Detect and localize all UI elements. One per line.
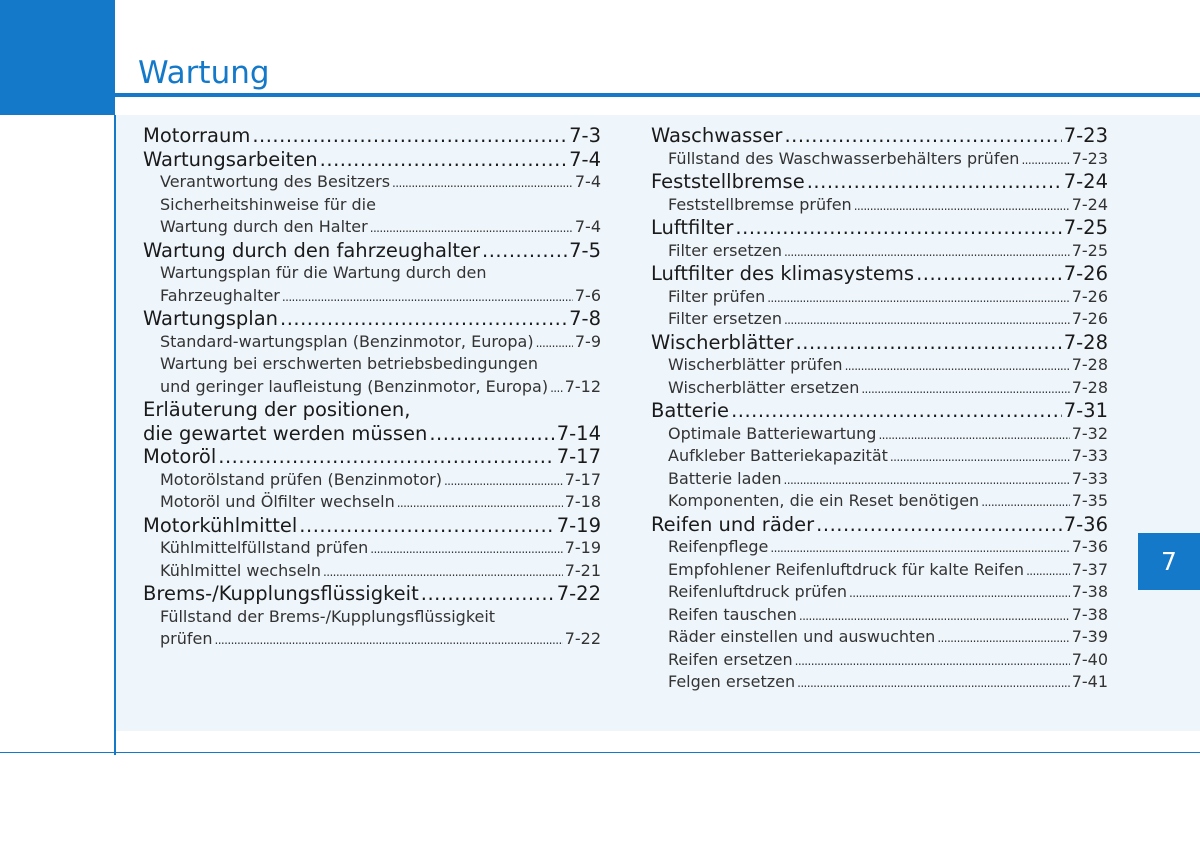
dot-leader bbox=[796, 331, 1062, 355]
toc-entry-title: Kühlmittel wechseln bbox=[160, 560, 322, 580]
toc-section-entry[interactable] bbox=[143, 422, 601, 446]
dot-leader bbox=[444, 469, 563, 493]
toc-page-number: 7-22 bbox=[564, 629, 601, 648]
dot-leader bbox=[849, 581, 1070, 605]
toc-section-entry[interactable] bbox=[651, 170, 1108, 194]
toc-entry-title: Reifenluftdruck prüfen bbox=[668, 582, 848, 601]
footer-rule bbox=[0, 752, 1200, 753]
toc-left-column bbox=[143, 124, 601, 651]
toc-entry-title: Reifen ersetzen bbox=[668, 649, 793, 669]
toc-page-number: 7-17 bbox=[556, 445, 601, 468]
toc-entry-title: Feststellbremse prüfen bbox=[668, 194, 852, 214]
toc-subsection-entry[interactable] bbox=[651, 604, 1108, 627]
toc-subsection-entry[interactable] bbox=[143, 376, 601, 399]
toc-entry-line: Füllstand der Brems-/Kupplungsflüssigkeit bbox=[160, 606, 496, 626]
dot-leader bbox=[421, 582, 555, 606]
toc-subsection-entry[interactable] bbox=[651, 240, 1108, 263]
toc-subsection-entry[interactable] bbox=[651, 377, 1108, 400]
toc-subsection-entry[interactable] bbox=[651, 468, 1108, 491]
toc-page-number: 7-14 bbox=[556, 421, 601, 445]
toc-page-number: 7-22 bbox=[556, 582, 601, 605]
dot-leader bbox=[916, 262, 1062, 286]
dot-leader bbox=[784, 468, 1070, 492]
page-title: Wartung bbox=[138, 55, 270, 91]
toc-entry-title: Motorölstand prüfen (Benzinmotor) bbox=[160, 469, 442, 489]
toc-section-entry[interactable] bbox=[651, 399, 1108, 423]
toc-subsection-entry[interactable] bbox=[651, 649, 1108, 672]
dot-leader bbox=[861, 377, 1069, 401]
toc-entry-title: Standard-wartungsplan (Benzinmotor, Europa) bbox=[160, 331, 534, 351]
toc-subsection-entry[interactable] bbox=[651, 626, 1108, 649]
toc-entry-title: Empfohlener Reifenluftdruck für kalte Reifen bbox=[668, 559, 1025, 579]
toc-entry-title: Batterie laden bbox=[668, 468, 782, 488]
dot-leader bbox=[218, 445, 554, 469]
dot-leader bbox=[550, 376, 563, 400]
toc-section-entry[interactable] bbox=[143, 445, 601, 469]
toc-page-number: 7-9 bbox=[574, 331, 601, 351]
toc-entry-line: Erläuterung der positionen, bbox=[143, 398, 411, 421]
title-rule bbox=[115, 93, 1200, 97]
toc-subsection-entry[interactable] bbox=[651, 536, 1108, 559]
toc-page-number: 7-40 bbox=[1071, 649, 1108, 669]
dot-leader bbox=[370, 537, 562, 561]
dot-leader bbox=[854, 194, 1070, 218]
toc-page-number: 7-19 bbox=[556, 513, 601, 537]
dot-leader bbox=[320, 148, 567, 172]
toc-entry-title: Motorkühlmittel bbox=[143, 513, 298, 537]
toc-subsection-entry[interactable] bbox=[143, 171, 601, 194]
toc-page-number: 7-36 bbox=[1071, 537, 1108, 556]
toc-section-entry[interactable] bbox=[143, 582, 601, 606]
toc-section-entry[interactable] bbox=[143, 307, 601, 331]
toc-page-number: 7-24 bbox=[1063, 170, 1108, 193]
dot-leader bbox=[536, 331, 573, 355]
toc-subsection-entry[interactable] bbox=[143, 628, 601, 651]
toc-page-number: 7-32 bbox=[1071, 423, 1108, 443]
toc-subsection-entry[interactable] bbox=[143, 491, 601, 514]
toc-entry-title: und geringer laufleistung (Benzinmotor, Europa) bbox=[160, 376, 549, 396]
toc-entry-title: Reifen und räder bbox=[651, 512, 815, 536]
dot-leader bbox=[323, 560, 563, 584]
dot-leader bbox=[981, 490, 1070, 514]
dot-leader bbox=[215, 628, 563, 652]
toc-page-number: 7-39 bbox=[1071, 627, 1108, 646]
toc-entry-title: Reifenpflege bbox=[668, 537, 769, 556]
toc-entry-title: Wartung durch den fahrzeughalter bbox=[143, 238, 481, 262]
toc-entry-title: Reifen tauschen bbox=[668, 604, 797, 624]
toc-entry-title: Wartungsplan bbox=[143, 307, 279, 330]
toc-entry-title: Felgen ersetzen bbox=[668, 672, 796, 691]
dot-leader bbox=[784, 124, 1061, 148]
dot-leader bbox=[878, 423, 1069, 447]
toc-section-entry[interactable] bbox=[143, 124, 601, 148]
toc-entry-title: Wischerblätter ersetzen bbox=[668, 377, 860, 397]
toc-subsection-entry[interactable] bbox=[143, 537, 601, 560]
toc-entry-title: Wischerblätter bbox=[651, 330, 794, 354]
toc-page-number: 7-6 bbox=[574, 285, 601, 305]
toc-entry-title: Batterie bbox=[651, 399, 730, 422]
dot-leader bbox=[767, 286, 1069, 310]
toc-entry-title: Verantwortung des Besitzers bbox=[160, 172, 391, 191]
toc-section-entry[interactable] bbox=[143, 514, 601, 538]
toc-page-number: 7-33 bbox=[1071, 446, 1108, 465]
dot-leader bbox=[845, 354, 1070, 378]
toc-page-number: 7-36 bbox=[1063, 512, 1108, 536]
toc-entry-title: Filter prüfen bbox=[668, 286, 766, 306]
dot-leader bbox=[937, 626, 1069, 650]
toc-entry-title: Waschwasser bbox=[651, 124, 783, 147]
header-color-block bbox=[0, 0, 115, 115]
toc-page-number: 7-26 bbox=[1071, 286, 1108, 306]
toc-subsection-entry[interactable] bbox=[143, 285, 601, 308]
left-margin-rule bbox=[114, 115, 116, 755]
dot-leader bbox=[429, 422, 554, 446]
toc-page-number: 7-3 bbox=[569, 124, 601, 147]
toc-section-entry[interactable] bbox=[651, 124, 1108, 148]
toc-section-entry[interactable] bbox=[143, 148, 601, 172]
toc-page-number: 7-26 bbox=[1063, 262, 1108, 285]
toc-page-number: 7-28 bbox=[1071, 355, 1108, 374]
dot-leader bbox=[252, 124, 567, 148]
toc-page-number: 7-24 bbox=[1071, 194, 1108, 214]
toc-entry-title: Motoröl und Ölfilter wechseln bbox=[160, 492, 395, 511]
toc-entry-title: Motorraum bbox=[143, 124, 251, 147]
toc-entry-title: Aufkleber Batteriekapazität bbox=[668, 446, 888, 465]
toc-entry-title: die gewartet werden müssen bbox=[143, 421, 428, 445]
toc-page-number: 7-37 bbox=[1071, 559, 1108, 579]
toc-entry-title: Optimale Batteriewartung bbox=[668, 423, 877, 443]
dot-leader bbox=[1026, 559, 1070, 583]
toc-subsection-entry[interactable] bbox=[651, 423, 1108, 446]
toc-entry-title: Wartungsarbeiten bbox=[143, 147, 318, 171]
toc-page-number: 7-5 bbox=[569, 238, 601, 262]
toc-entry-title: Brems-/Kupplungsflüssigkeit bbox=[143, 582, 419, 605]
toc-entry-title: Kühlmittelfüllstand prüfen bbox=[160, 538, 369, 557]
toc-subsection-entry[interactable] bbox=[143, 331, 601, 354]
toc-entry-title: Luftfilter bbox=[651, 216, 734, 239]
toc-entry-title: prüfen bbox=[160, 629, 213, 648]
toc-subsection-entry[interactable] bbox=[651, 581, 1108, 604]
toc-page-number: 7-18 bbox=[564, 492, 601, 511]
toc-page-number: 7-38 bbox=[1071, 604, 1108, 624]
dot-leader bbox=[795, 649, 1070, 673]
toc-page-number: 7-35 bbox=[1071, 491, 1108, 510]
dot-leader bbox=[731, 399, 1062, 423]
toc-entry-line: Wartung bei erschwerten betriebsbedingungen bbox=[160, 354, 539, 373]
dot-leader bbox=[280, 307, 567, 331]
dot-leader bbox=[482, 239, 567, 263]
toc-page-number: 7-26 bbox=[1071, 309, 1108, 328]
dot-leader bbox=[299, 514, 554, 538]
toc-page-number: 7-23 bbox=[1071, 148, 1108, 168]
toc-page-number: 7-19 bbox=[564, 538, 601, 557]
toc-page-number: 7-23 bbox=[1063, 124, 1108, 147]
toc-page-number: 7-38 bbox=[1071, 582, 1108, 601]
toc-entry-title: Filter ersetzen bbox=[668, 240, 782, 260]
toc-subsection-entry[interactable] bbox=[651, 308, 1108, 331]
dot-leader bbox=[799, 604, 1070, 628]
toc-page-number: 7-41 bbox=[1071, 672, 1108, 691]
dot-leader bbox=[807, 170, 1062, 194]
toc-entry-title: Wartung durch den Halter bbox=[160, 217, 368, 236]
dot-leader bbox=[735, 216, 1061, 240]
toc-entry-title: Wischerblätter prüfen bbox=[668, 355, 843, 374]
toc-entry-line: Sicherheitshinweise für die bbox=[160, 194, 376, 214]
toc-page-number: 7-21 bbox=[564, 560, 601, 580]
dot-leader bbox=[784, 308, 1070, 332]
dot-leader bbox=[397, 491, 563, 515]
toc-page-number: 7-33 bbox=[1071, 468, 1108, 488]
toc-entry-title: Füllstand des Waschwasserbehälters prüfen bbox=[668, 148, 1020, 168]
toc-entry-title: Räder einstellen und auswuchten bbox=[668, 627, 936, 646]
toc-subsection-entry[interactable] bbox=[651, 671, 1108, 694]
dot-leader bbox=[1021, 148, 1069, 172]
toc-subsection-entry[interactable] bbox=[143, 216, 601, 239]
toc-section-entry[interactable] bbox=[143, 239, 601, 263]
toc-page-number: 7-28 bbox=[1063, 330, 1108, 354]
dot-leader bbox=[370, 216, 573, 240]
toc-page-number: 7-25 bbox=[1071, 240, 1108, 260]
toc-page-number: 7-8 bbox=[569, 307, 601, 330]
toc-section-entry[interactable] bbox=[651, 216, 1108, 240]
toc-subsection-entry[interactable] bbox=[651, 445, 1108, 468]
toc-section-entry[interactable] bbox=[651, 331, 1108, 355]
toc-page-number: 7-25 bbox=[1063, 216, 1108, 239]
toc-subsection-entry[interactable] bbox=[651, 286, 1108, 309]
toc-subsection-entry[interactable] bbox=[651, 354, 1108, 377]
toc-entry-title: Komponenten, die ein Reset benötigen bbox=[668, 491, 980, 510]
toc-page-number: 7-17 bbox=[564, 469, 601, 489]
toc-subsection-entry[interactable] bbox=[651, 559, 1108, 582]
dot-leader bbox=[797, 671, 1070, 695]
toc-page-number: 7-4 bbox=[574, 217, 601, 236]
toc-page-number: 7-4 bbox=[569, 147, 601, 171]
toc-section-entry[interactable] bbox=[651, 513, 1108, 537]
toc-entry-title: Feststellbremse bbox=[651, 170, 805, 193]
toc-page-number: 7-4 bbox=[574, 172, 601, 191]
toc-subsection-entry[interactable] bbox=[651, 194, 1108, 217]
toc-entry-title: Motoröl bbox=[143, 445, 217, 468]
toc-entry-line: Wartungsplan für die Wartung durch den bbox=[160, 263, 487, 282]
toc-entry-title: Fahrzeughalter bbox=[160, 285, 280, 305]
toc-subsection-entry[interactable] bbox=[143, 560, 601, 583]
toc-page-number: 7-28 bbox=[1071, 377, 1108, 397]
dot-leader bbox=[816, 513, 1062, 537]
toc-subsection-entry[interactable] bbox=[143, 469, 601, 492]
toc-right-column bbox=[651, 124, 1108, 694]
dot-leader bbox=[784, 240, 1070, 264]
toc-subsection-entry[interactable] bbox=[651, 490, 1108, 513]
dot-leader bbox=[770, 536, 1069, 560]
dot-leader bbox=[392, 171, 573, 195]
toc-entry-title: Filter ersetzen bbox=[668, 309, 782, 328]
toc-section-entry[interactable] bbox=[651, 262, 1108, 286]
chapter-tab[interactable]: 7 bbox=[1138, 533, 1200, 590]
toc-subsection-entry[interactable] bbox=[651, 148, 1108, 171]
dot-leader bbox=[282, 285, 573, 309]
toc-page-number: 7-12 bbox=[564, 376, 601, 396]
toc-entry-title: Luftfilter des klimasystems bbox=[651, 262, 915, 285]
dot-leader bbox=[890, 445, 1070, 469]
toc-page-number: 7-31 bbox=[1063, 399, 1108, 422]
